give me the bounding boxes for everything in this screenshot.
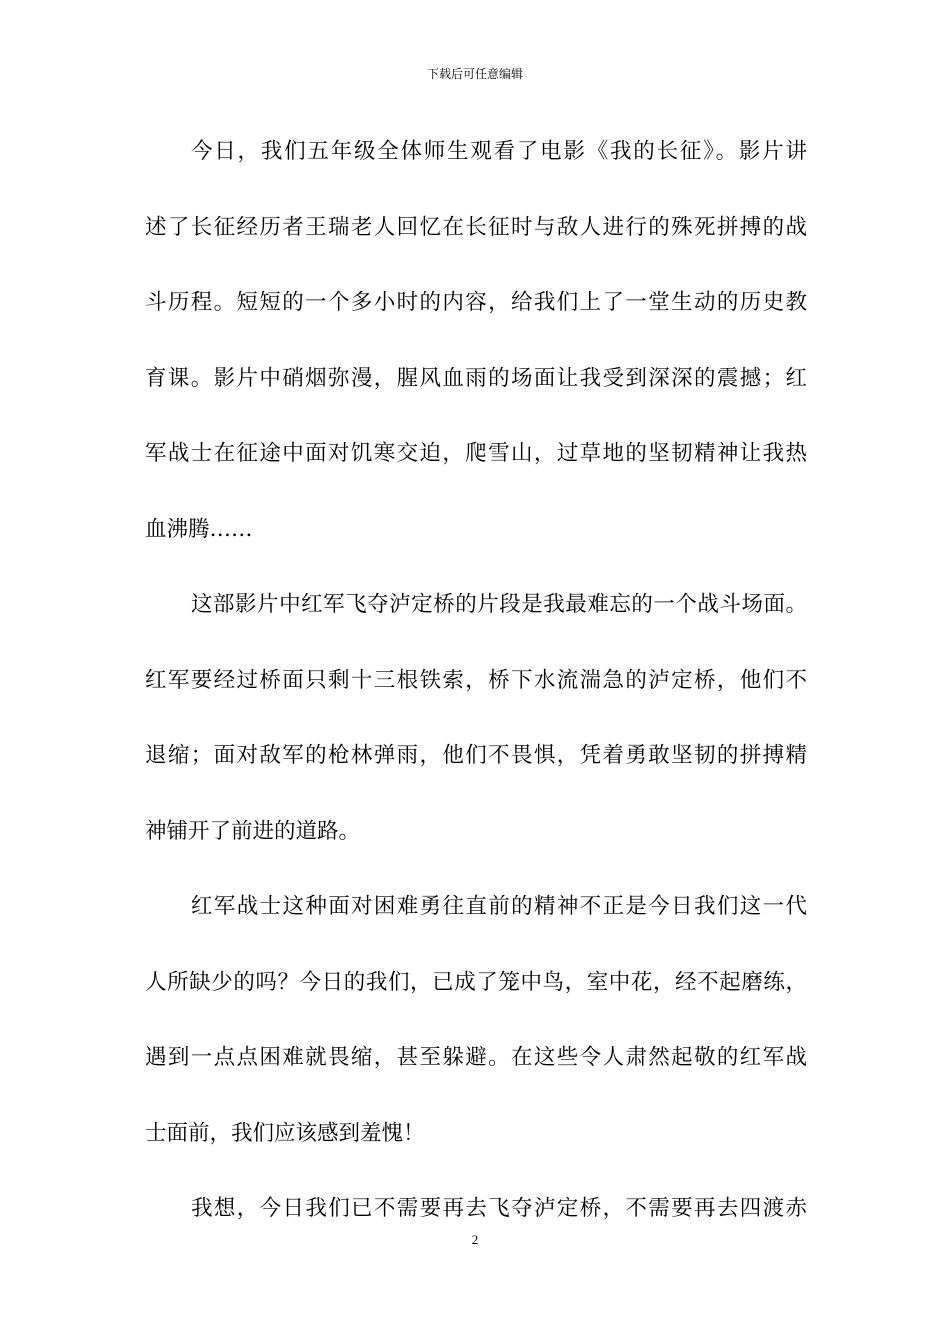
paragraph-1-line-6: 血沸腾…… [145,516,253,542]
paragraph-2-line-2: 红军要经过桥面只剩十三根铁索，桥下水流湍急的泸定桥，他们不 [145,667,807,693]
paragraph-2-line-4: 神铺开了前进的道路。 [145,818,361,844]
paragraph-1-line-1: 今日，我们五年级全体师生观看了电影《我的长征》。影片讲 [191,139,807,164]
paragraph-3-line-1: 红军战士这种面对困难勇往直前的精神不正是今日我们这一代 [191,894,807,919]
paragraph-4-line-1: 我想，今日我们已不需要再去飞夺泸定桥，不需要再去四渡赤 [191,1196,807,1221]
page-number: 2 [471,1232,479,1247]
page-header: 下载后可任意编辑 [426,67,523,81]
paragraph-1-line-3: 斗历程。短短的一个多小时的内容，给我们上了一堂生动的历史教 [145,290,807,315]
paragraph-1-line-5: 军战士在征途中面对饥寒交迫，爬雪山，过草地的坚韧精神让我热 [145,441,807,466]
paragraph-2-line-1: 这部影片中红军飞夺泸定桥的片段是我最难忘的一个战斗场面。 [191,592,807,617]
paragraph-2-line-3: 退缩；面对敌军的枪林弹雨，他们不畏惧，凭着勇敢坚韧的拼搏精 [145,743,807,768]
paragraph-3-line-3: 遇到一点点困难就畏缩，甚至躲避。在这些令人肃然起敬的红军战 [145,1045,807,1070]
paragraph-3-line-4: 士面前，我们应该感到羞愧！ [145,1120,425,1146]
document-body [145,130,807,1263]
paragraph-1-line-4: 育课。影片中硝烟弥漫，腥风血雨的场面让我受到深深的震撼；红 [145,365,807,391]
paragraph-3-line-2: 人所缺少的吗？今日的我们，已成了笼中鸟，室中花，经不起磨练， [145,969,807,995]
paragraph-1-line-2: 述了长征经历者王瑞老人回忆在长征时与敌人进行的殊死拼搏的战 [145,214,807,240]
